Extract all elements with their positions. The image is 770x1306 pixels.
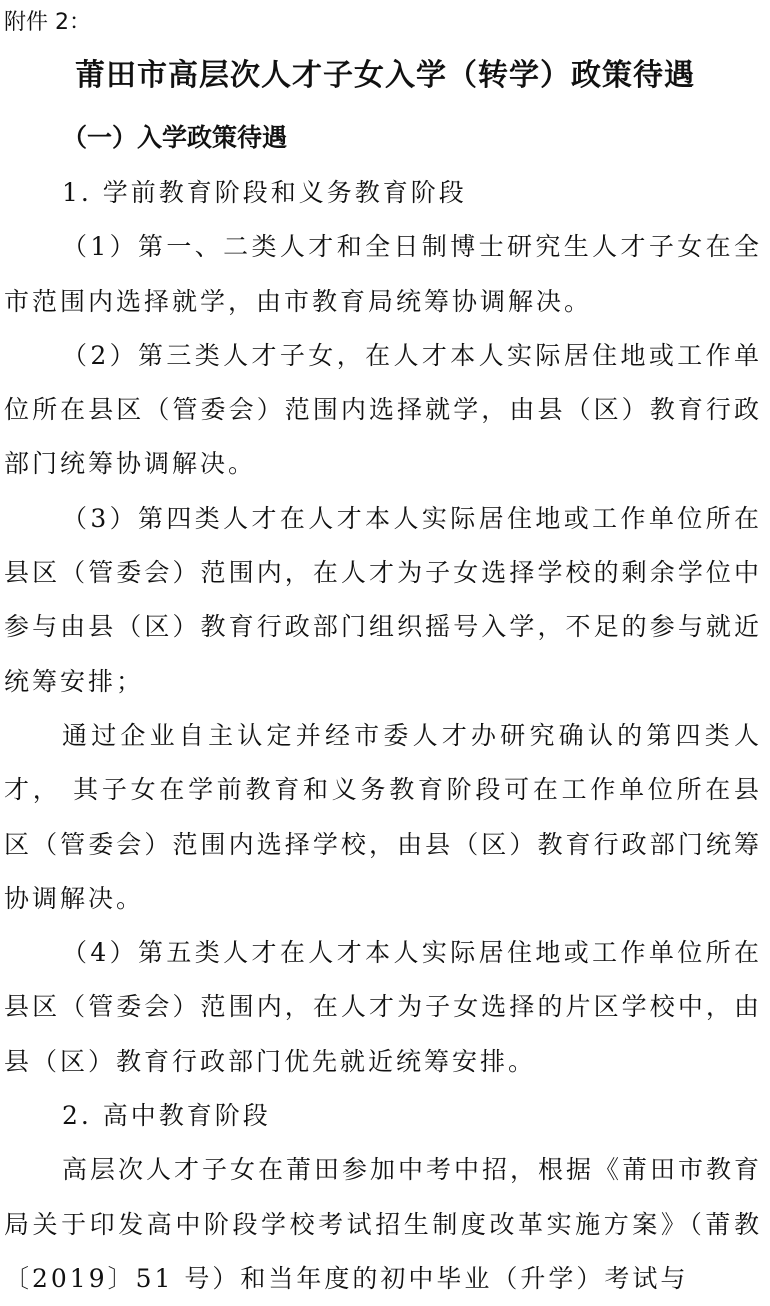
paragraph-1: （1）第一、二类人才和全日制博士研究生人才子女在全市范围内选择就学，由市教育局统筹协调解决。 bbox=[4, 232, 762, 316]
paragraph-6: 高层次人才子女在莆田参加中考中招，根据《莆田市教育局关于印发高中阶段学校考试招生制度改革实施方案》（莆教〔2019〕51 号）和当年度的初中毕业（升学）考试与 bbox=[4, 1155, 763, 1293]
subsection-heading-1: 1. 学前教育阶段和义务教育阶段 bbox=[62, 178, 467, 207]
subsection-heading-2: 2. 高中教育阶段 bbox=[62, 1101, 271, 1131]
document-body bbox=[4, 166, 762, 1306]
attachment-label: 附件 2： bbox=[4, 10, 91, 35]
section-heading: （一）入学政策待遇 bbox=[62, 123, 288, 152]
paragraph-2: （2）第三类人才子女，在人才本人实际居住地或工作单位所在县区（管委会）范围内选择就学，由县（区）教育行政部门统筹协调解决。 bbox=[4, 340, 762, 479]
document-title: 莆田市高层次人才子女入学（转学）政策待遇 bbox=[75, 58, 695, 93]
paragraph-4: 通过企业自主认定并经市委人才办研究确认的第四类人才， 其子女在学前教育和义务教育阶段可在工作单位所在县区（管委会）范围内选择学校，由县（区）教育行政部门统筹协调解决。 bbox=[4, 720, 762, 913]
paragraph-3: （3）第四类人才在人才本人实际居住地或工作单位所在县区（管委会）范围内，在人才为子女选择学校的剩余学位中参与由县（区）教育行政部门组织摇号入学，不足的参与就近统筹安排； bbox=[4, 503, 762, 696]
paragraph-5: （4）第五类人才在人才本人实际居住地或工作单位所在县区（管委会）范围内，在人才为子女选择的片区学校中，由县（区）教育行政部门优先就近统筹安排。 bbox=[4, 938, 762, 1076]
